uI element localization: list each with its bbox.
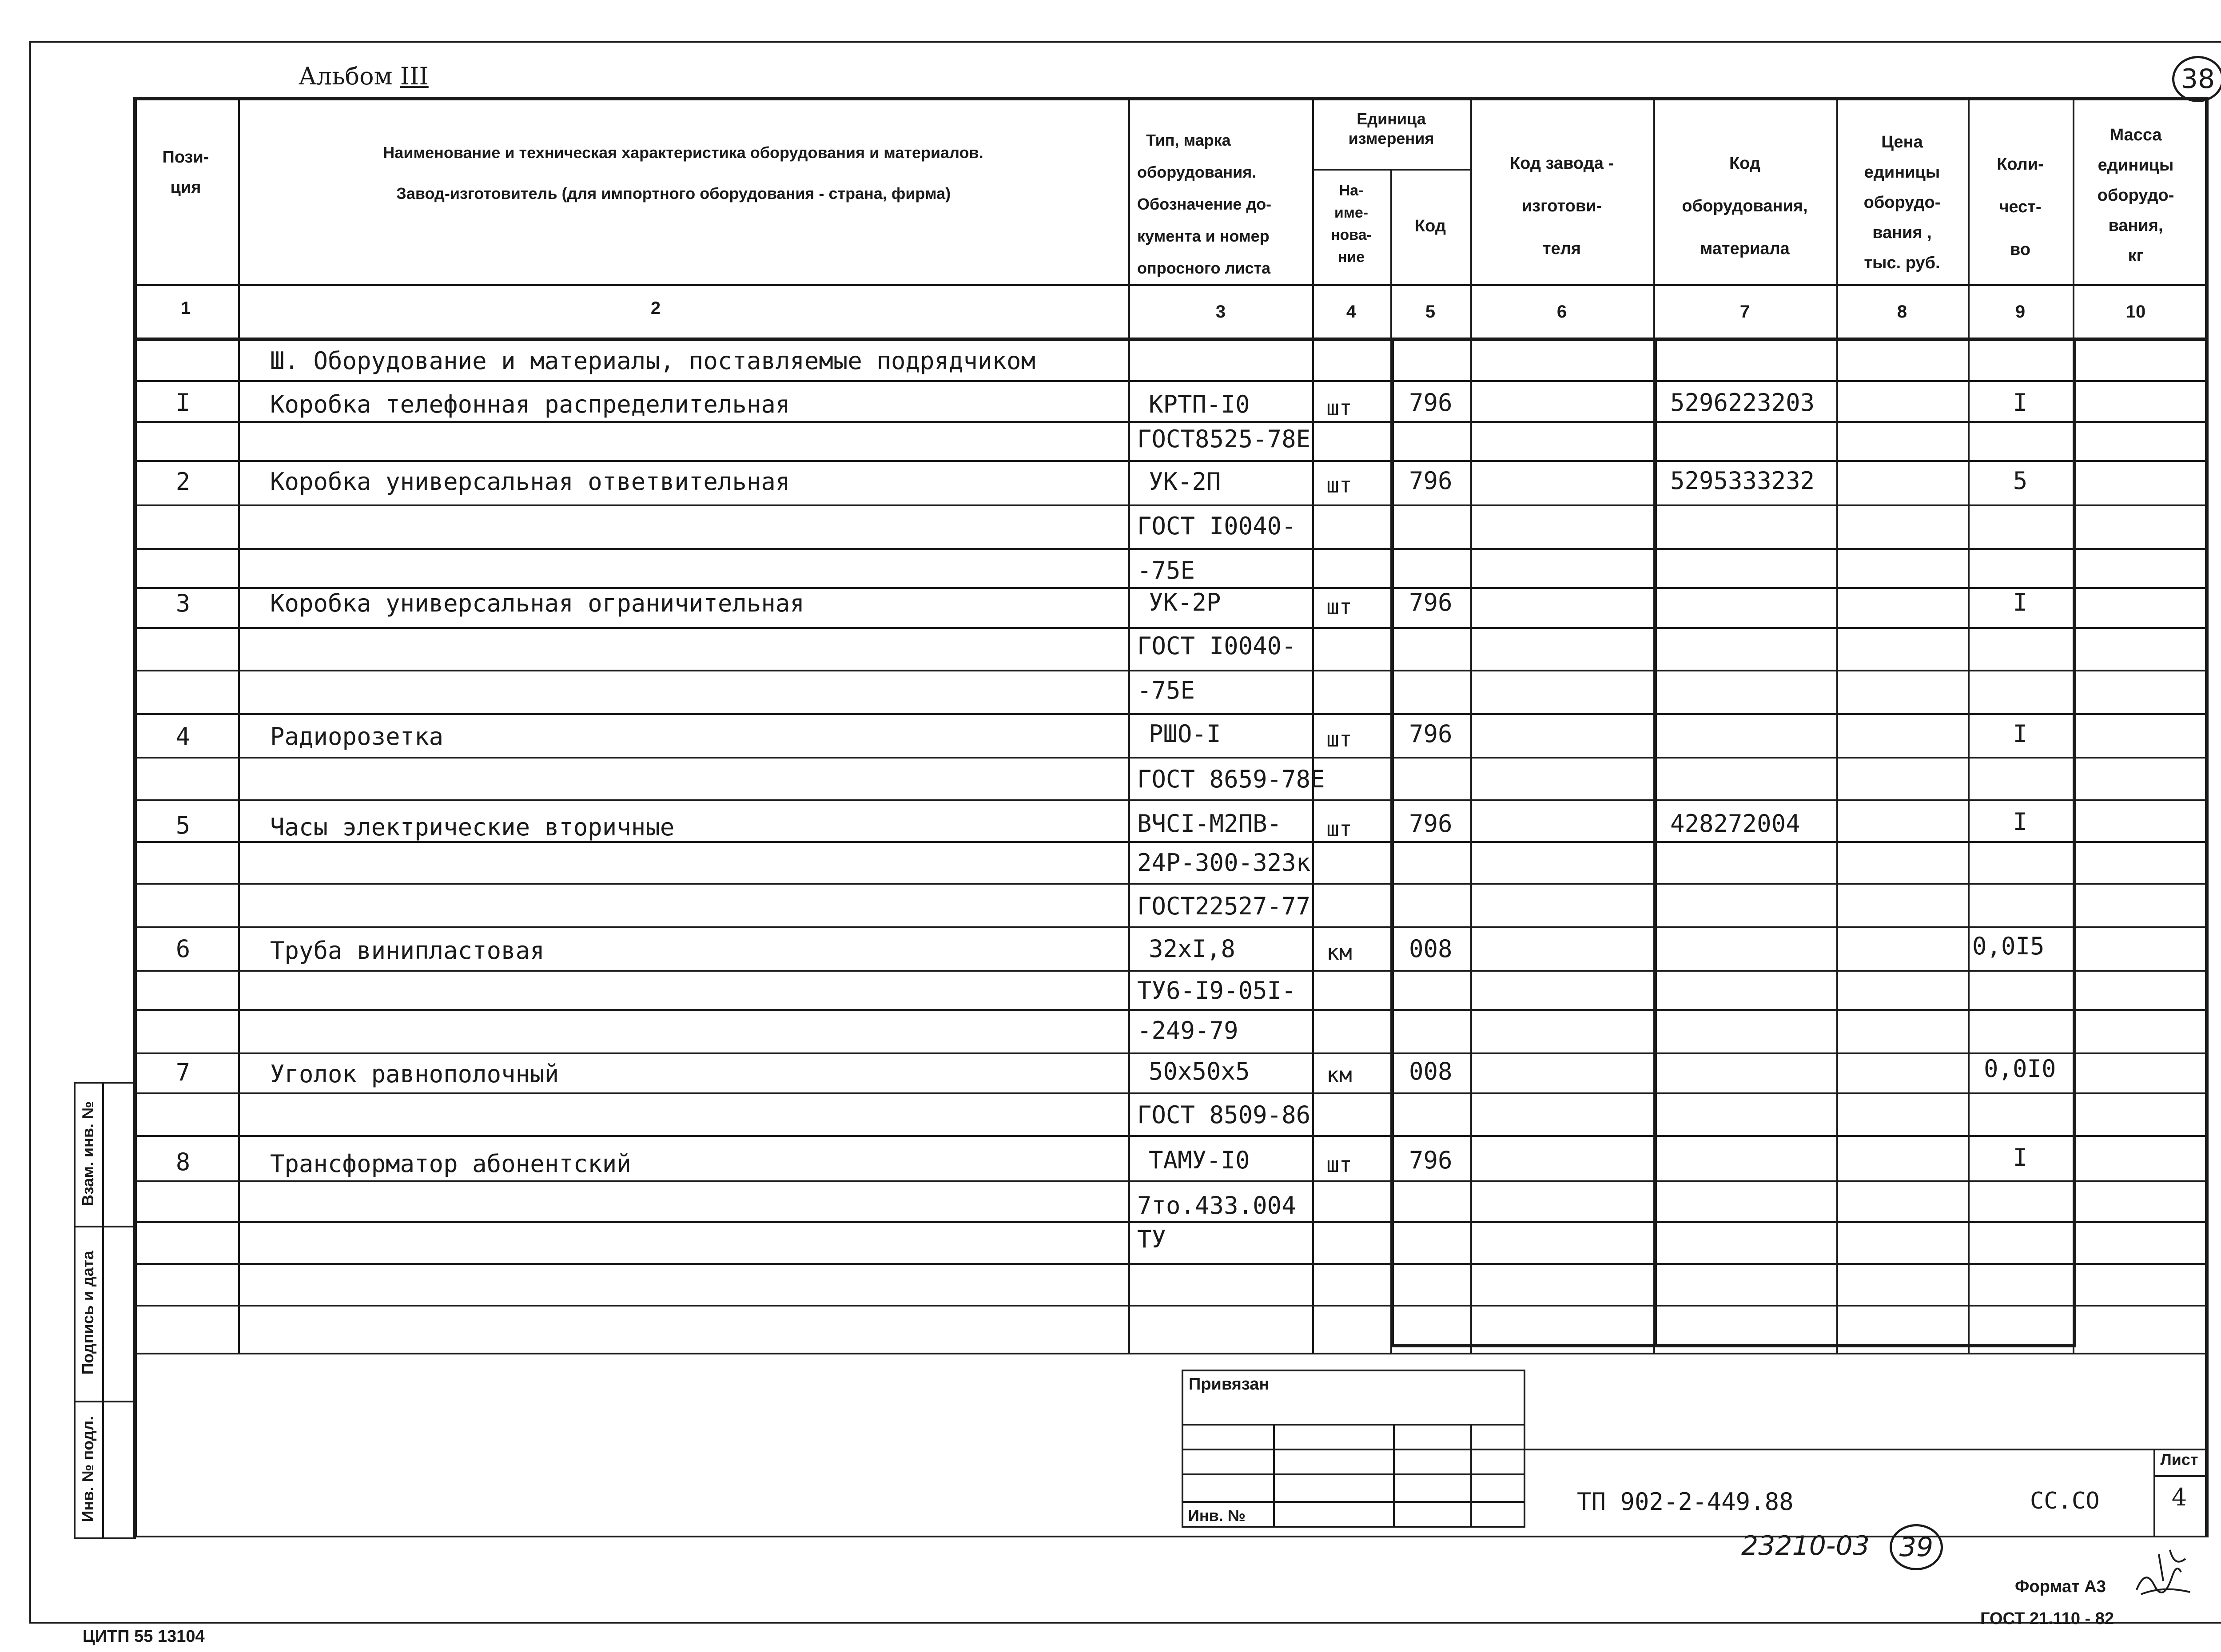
col3-header-line5: опросного листа (1137, 259, 1271, 277)
row-line (133, 1135, 2207, 1137)
row-line (133, 1092, 2207, 1094)
row1-qty: I (2013, 389, 2028, 417)
row-line (133, 1009, 2207, 1011)
row8-pos: 8 (175, 1148, 191, 1176)
sheet-label: Лист (2160, 1450, 2198, 1469)
row-line (133, 799, 2207, 801)
row2-qty: 5 (2013, 467, 2028, 495)
col4-header (1331, 179, 1372, 268)
row-line (133, 713, 2207, 715)
outer-frame-top (29, 41, 2221, 43)
col2-header-line1: Наименование и техническая характеристика оборудования и материалов. (383, 143, 983, 162)
col6-header-line3: теля (1542, 239, 1581, 258)
col9-header (1997, 143, 2044, 271)
header-bottom-line (133, 284, 2207, 286)
row3-unit: шт (1326, 595, 1352, 620)
row2-type-2: ГОСТ I0040- (1137, 512, 1296, 540)
col10-header-line2: единицы (2098, 156, 2174, 175)
col1-header-line1: Пози- (162, 148, 209, 167)
row-line (133, 548, 2207, 550)
row8-code: 796 (1409, 1146, 1453, 1174)
row2-pos: 2 (175, 468, 191, 496)
album-number: III (400, 62, 429, 90)
col8-header-line5: тыс. руб. (1864, 254, 1940, 272)
row1-unit: шт (1326, 396, 1352, 421)
row1-name: Коробка телефонная распределительная (270, 390, 790, 418)
row6-pos: 6 (175, 935, 191, 963)
inv-label: Инв. № (1188, 1506, 1246, 1525)
row7-type-1: 50х50х5 (1149, 1057, 1250, 1085)
row7-code: 008 (1409, 1057, 1453, 1085)
sheet-number: 4 (2171, 1483, 2187, 1511)
linked-label: Привязан (1189, 1375, 1270, 1394)
col10-header (2098, 120, 2174, 271)
unit-group-line2: измерения (1348, 129, 1434, 147)
col10-header-line4: вания, (2108, 216, 2163, 235)
unit-group-header (1349, 109, 1434, 148)
row5-type-2: 24Р-300-323к (1137, 849, 1311, 877)
linked-row-4 (1182, 1501, 1525, 1503)
col4-header-line1: На- (1339, 182, 1364, 199)
col3-header-line1: Тип, марка (1146, 131, 1231, 149)
signature-scribble (2132, 1541, 2194, 1603)
unit-group-line1: Единица (1357, 110, 1426, 128)
archive-circle-number: 39 (1899, 1532, 1934, 1563)
row5-unit: шт (1326, 817, 1352, 842)
set-code: СС.СО (2030, 1488, 2100, 1514)
row6-unit: км (1326, 940, 1352, 965)
col10-header-line1: Масса (2110, 126, 2162, 144)
col5-header-text: Код (1414, 217, 1446, 235)
row7-name: Уголок равнополочный (270, 1060, 559, 1088)
col4-header-line2: име- (1334, 204, 1369, 221)
col-line-3 (1312, 97, 1314, 1353)
sheet-stamp-circle (2172, 56, 2221, 102)
colnum-3: 3 (1215, 302, 1226, 322)
col8-header-line3: оборудо- (1863, 193, 1941, 212)
row8-name: Трансформатор абонентский (270, 1150, 631, 1178)
row7-unit: км (1326, 1063, 1352, 1088)
linked-col-2 (1393, 1424, 1395, 1528)
row8-qty: I (2013, 1144, 2028, 1171)
side-stamp-top (74, 1082, 135, 1084)
title-block-top (1525, 1449, 2207, 1450)
colnum-6: 6 (1556, 302, 1567, 322)
colnum-2: 2 (650, 298, 661, 318)
row7-pos: 7 (175, 1058, 191, 1086)
section-title: Ш. Оборудование и материалы, поставляемые подрядчиком (270, 347, 1036, 375)
col8-header-line4: вания , (1872, 223, 1932, 242)
col-line-5 (1470, 97, 1472, 1353)
row8-unit: шт (1326, 1152, 1352, 1177)
row-line (133, 1180, 2207, 1182)
col5-header (1415, 217, 1446, 236)
row-line (133, 841, 2207, 843)
row6-qty: 0,0I5 (1972, 932, 2045, 960)
unit-group-divider (1312, 169, 1470, 171)
row4-qty: I (2013, 720, 2028, 748)
row-line (133, 1305, 2207, 1307)
outer-frame-bottom (29, 1622, 2221, 1624)
row5-type-1: ВЧСI-М2ПВ- (1137, 810, 1282, 838)
col3-header-line4: кумента и номер (1137, 227, 1270, 245)
lower-frame-left (133, 1350, 137, 1537)
gost-label: ГОСТ 21.110 - 82 (1980, 1609, 2114, 1628)
outer-frame-left (29, 41, 31, 1622)
row2-type-1: УК-2П (1149, 468, 1221, 496)
row-line (133, 1052, 2207, 1054)
row-line (133, 460, 2207, 462)
row5-type-3: ГОСТ22527-77 (1137, 892, 1311, 920)
colnum-8: 8 (1897, 302, 1907, 322)
row-line (133, 1221, 2207, 1223)
side-label-signature-date: Подпись и дата (79, 1251, 97, 1375)
col3-header-line3: Обозначение до- (1137, 195, 1272, 213)
col6-header-line1: Код завода - (1509, 154, 1614, 173)
col7-header-line1: Код (1729, 154, 1761, 173)
side-stamp-left (74, 1082, 76, 1537)
print-mark: ЦИТП 55 13104 (83, 1627, 205, 1646)
archive-code: 23210-03 (1741, 1530, 1870, 1561)
table-top-border (133, 97, 2207, 100)
linked-col-3 (1470, 1424, 1472, 1528)
row-line (133, 883, 2207, 885)
row-line (133, 627, 2207, 629)
linked-row-1 (1182, 1424, 1525, 1426)
row6-type-2: ТУ6-I9-05I- (1137, 977, 1296, 1005)
colnum-5: 5 (1425, 302, 1436, 322)
row3-pos: 3 (175, 589, 191, 617)
album-label-text: Альбом (299, 62, 393, 90)
col1-header (163, 147, 209, 198)
colnum-10: 10 (2125, 302, 2146, 322)
row5-qty: I (2013, 808, 2028, 836)
row-line (133, 970, 2207, 972)
col9-header-line2: чест- (1999, 198, 2042, 216)
row4-unit: шт (1326, 727, 1352, 752)
row-line (133, 670, 2207, 671)
colnum-4: 4 (1346, 302, 1357, 322)
col7-header-line3: материала (1700, 239, 1790, 258)
colnum-1: 1 (180, 298, 191, 318)
col4-header-line4: ние (1337, 249, 1365, 266)
row3-type-2: ГОСТ I0040- (1137, 632, 1296, 660)
row5-pos: 5 (175, 811, 191, 839)
col9-header-line3: во (2010, 240, 2031, 259)
row1-pos: I (175, 389, 191, 417)
row7-type-2: ГОСТ 8509-86 (1137, 1101, 1311, 1129)
row3-qty: I (2013, 588, 2028, 616)
row1-type-1: КРТП-I0 (1149, 390, 1250, 418)
lower-frame-right (2205, 1350, 2209, 1537)
row1-code: 796 (1409, 389, 1453, 417)
side-label-inv-original: Инв. № подл. (79, 1416, 97, 1522)
col10-header-line3: оборудо- (2097, 186, 2174, 205)
colnum-9: 9 (2015, 302, 2026, 322)
side-stamp-bottom (74, 1537, 136, 1539)
side-stamp-mid (102, 1082, 104, 1537)
col-line-2 (1128, 97, 1130, 1353)
row2-equip-code: 5295333232 (1670, 467, 1815, 495)
row4-pos: 4 (175, 723, 191, 751)
row2-name: Коробка универсальная ответвительная (270, 468, 790, 496)
linked-row-3 (1182, 1473, 1525, 1475)
col3-header-line2: оборудования. (1137, 163, 1257, 181)
side-stamp-div1 (74, 1226, 135, 1227)
col-line-8 (1968, 97, 1970, 1353)
col6-header (1510, 142, 1614, 270)
row5-code: 796 (1409, 810, 1453, 838)
col4-header-line3: нова- (1331, 226, 1372, 243)
row4-name: Радиорозетка (270, 723, 444, 751)
row8-type-3: ТУ (1137, 1225, 1166, 1253)
col1-header-line2: ция (170, 178, 201, 197)
row2-code: 796 (1409, 467, 1453, 495)
row4-code: 796 (1409, 720, 1453, 748)
row4-type-2: ГОСТ 8659-78Е (1137, 765, 1325, 793)
col8-header-line1: Цена (1881, 133, 1923, 151)
col9-header-line1: Коли- (1997, 155, 2044, 174)
row2-unit: шт (1326, 473, 1352, 498)
col2-header-line2: Завод-изготовитель (для импортного оборудования - страна, фирма) (396, 184, 951, 203)
row3-code: 796 (1409, 588, 1453, 616)
row-line (133, 504, 2207, 506)
col-line-7 (1836, 97, 1838, 1353)
row5-name: Часы электрические вторичные (270, 813, 675, 841)
colnum-7: 7 (1739, 302, 1750, 322)
row-line (133, 1263, 2207, 1265)
col-line-1 (238, 97, 240, 1353)
row3-type-3: -75Е (1137, 676, 1195, 704)
data-box-bottom (1390, 1344, 2076, 1347)
row-line (133, 926, 2207, 928)
row-line (133, 380, 2207, 382)
archive-circle (1890, 1524, 1943, 1570)
row6-code: 008 (1409, 935, 1453, 963)
row6-type-1: 32хI,8 (1149, 935, 1236, 963)
table-bottom-line (133, 1353, 2207, 1354)
row6-type-3: -249-79 (1137, 1017, 1238, 1044)
sheet-cell-divider (2153, 1475, 2207, 1477)
row4-type-1: РШО-I (1149, 720, 1221, 748)
album-label (299, 62, 429, 90)
row3-name: Коробка универсальная ограничительная (270, 589, 804, 617)
row8-type-2: 7то.433.004 (1137, 1191, 1296, 1219)
row2-type-3: -75Е (1137, 556, 1195, 584)
linked-col-1 (1273, 1424, 1275, 1528)
row-line (133, 421, 2207, 423)
col3-header (1137, 124, 1271, 284)
col7-header-line2: оборудования, (1682, 197, 1808, 215)
row6-name: Труба винипластовая (270, 937, 545, 965)
format-label: Формат А3 (2015, 1577, 2106, 1596)
row8-type-1: ТАМУ-I0 (1149, 1146, 1250, 1174)
side-stamp-div2 (74, 1401, 135, 1402)
row7-qty: 0,0I0 (1984, 1055, 2056, 1083)
row-line (133, 757, 2207, 758)
col2-header (383, 145, 983, 202)
col10-header-line5: кг (2128, 246, 2144, 265)
row1-equip-code: 5296223203 (1670, 389, 1815, 417)
linked-row-2 (1182, 1449, 1525, 1450)
col7-header (1682, 142, 1807, 270)
sheet-stamp-number: 38 (2181, 64, 2215, 95)
side-label-replace-inv: Взам. инв. № (79, 1101, 97, 1207)
row5-equip-code: 428272004 (1670, 810, 1800, 838)
row3-type-1: УК-2Р (1149, 588, 1221, 616)
row1-type-2: ГОСТ8525-78Е (1137, 425, 1311, 453)
document-code: ТП 902-2-449.88 (1577, 1488, 1794, 1516)
col8-header-line2: единицы (1864, 163, 1940, 182)
col6-header-line2: изготови- (1521, 197, 1602, 215)
sheet-cell-left (2153, 1449, 2155, 1537)
colnum-bottom-line (133, 338, 2207, 341)
col8-header (1864, 127, 1941, 278)
